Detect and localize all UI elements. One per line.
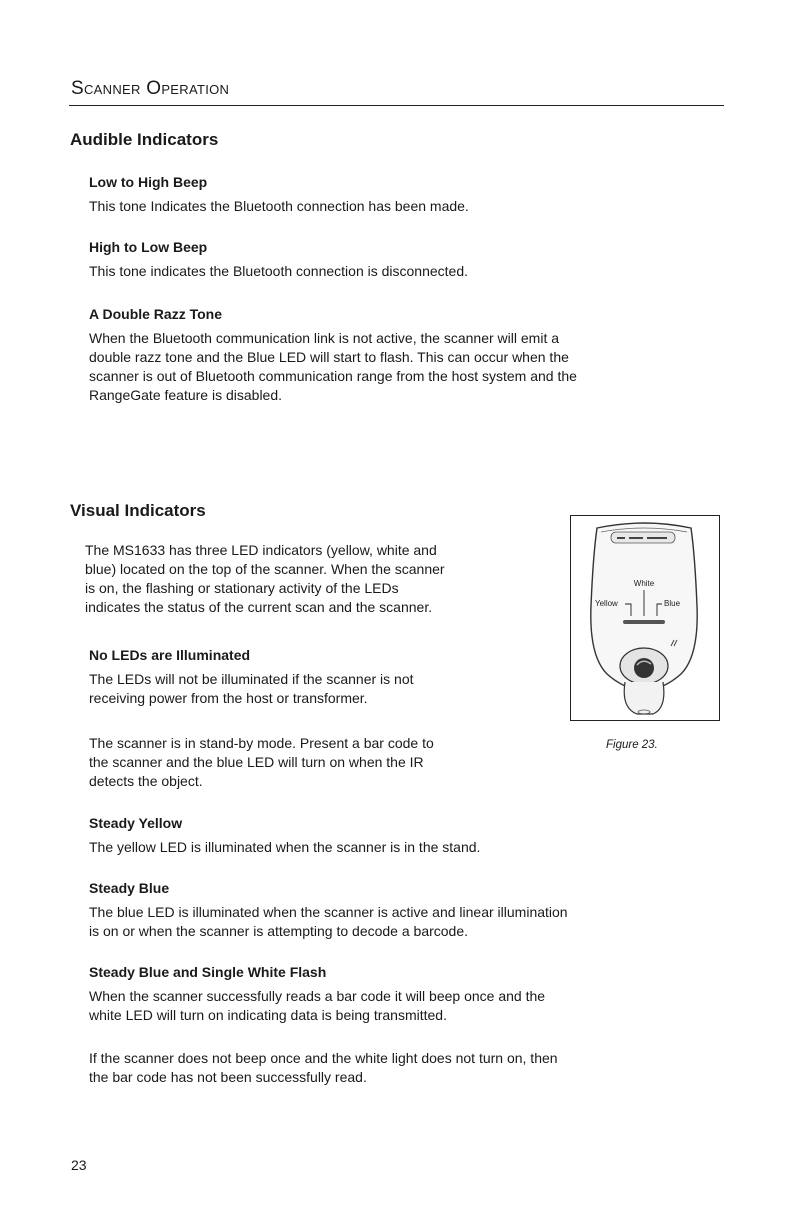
standby-text xyxy=(89,734,559,791)
blue-white-text xyxy=(89,987,729,1025)
text-line: white LED will turn on indicating data is being transmitted. xyxy=(89,1007,447,1023)
low-high-beep-heading: Low to High Beep xyxy=(89,174,208,190)
text-line: If the scanner does not beep once and the white light does not turn on, then xyxy=(89,1050,558,1066)
no-leds-heading: No LEDs are Illuminated xyxy=(89,647,251,663)
visual-intro xyxy=(85,541,565,617)
scanner-illustration xyxy=(571,516,718,719)
steady-blue-heading: Steady Blue xyxy=(89,880,170,896)
text-line: indicates the status of the current scan and the scanner. xyxy=(85,599,433,615)
text-line: double razz tone and the Blue LED will start to flash. This can occur when the xyxy=(89,349,569,365)
text-line: the scanner and the blue LED will turn on when the IR xyxy=(89,754,424,770)
text-line: When the scanner successfully reads a bar code it will beep once and the xyxy=(89,988,546,1004)
steady-blue-text xyxy=(89,903,729,941)
text-line: detects the object. xyxy=(89,773,203,789)
text-line: blue) located on the top of the scanner. When the scanner xyxy=(85,561,445,577)
text-line: When the Bluetooth communication link is not active, the scanner will emit a xyxy=(89,330,560,346)
figure-23 xyxy=(570,515,720,721)
text-line: RangeGate feature is disabled. xyxy=(89,387,283,403)
no-leds-text xyxy=(89,670,559,708)
header-rule xyxy=(69,105,724,106)
text-line: receiving power from the host or transformer. xyxy=(89,690,368,706)
page-header: Scanner Operation xyxy=(71,78,230,99)
double-razz-text xyxy=(89,329,729,405)
double-razz-heading: A Double Razz Tone xyxy=(89,306,222,322)
label-blue: Blue xyxy=(664,599,681,608)
led-strip xyxy=(623,620,665,624)
text-line: scanner is out of Bluetooth communication range from the host system and the xyxy=(89,368,577,384)
high-low-beep-heading: High to Low Beep xyxy=(89,239,208,255)
blue-white-heading: Steady Blue and Single White Flash xyxy=(89,964,327,980)
text-line: is on, the flashing or stationary activity of the LEDs xyxy=(85,580,399,596)
visual-indicators-title: Visual Indicators xyxy=(70,501,206,520)
low-high-beep-text: This tone Indicates the Bluetooth connection has been made. xyxy=(89,198,469,214)
text-line: The blue LED is illuminated when the scanner is active and linear illumination xyxy=(89,904,568,920)
text-line: The scanner is in stand-by mode. Present a bar code to xyxy=(89,735,434,751)
audible-indicators-title: Audible Indicators xyxy=(70,130,219,149)
scanner-handle xyxy=(624,682,664,714)
text-line: The LEDs will not be illuminated if the scanner is not xyxy=(89,671,414,687)
steady-yellow-heading: Steady Yellow xyxy=(89,815,183,831)
figure-caption: Figure 23. xyxy=(606,739,658,751)
text-line: is on or when the scanner is attempting to decode a barcode. xyxy=(89,923,469,939)
text-line: The MS1633 has three LED indicators (yellow, white and xyxy=(85,542,437,558)
not-read-text xyxy=(89,1049,729,1087)
page-number: 23 xyxy=(71,1157,87,1173)
text-line: the bar code has not been successfully read. xyxy=(89,1069,367,1085)
label-white: White xyxy=(633,579,655,588)
label-yellow: Yellow xyxy=(595,599,618,608)
steady-yellow-text: The yellow LED is illuminated when the scanner is in the stand. xyxy=(89,839,481,855)
high-low-beep-text: This tone indicates the Bluetooth connection is disconnected. xyxy=(89,263,469,279)
